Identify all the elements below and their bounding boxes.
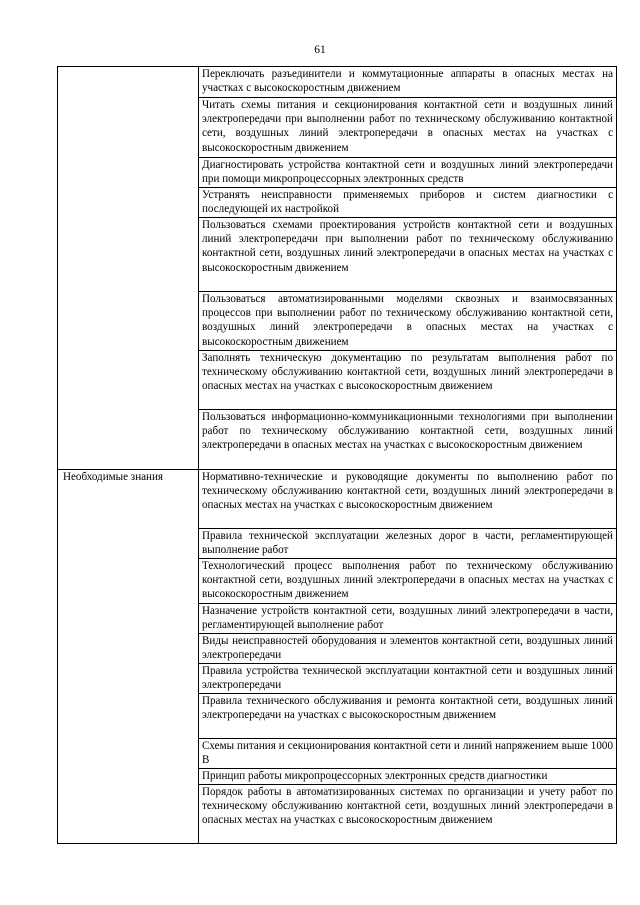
skill-item: Диагностировать устройства контактной сети и воздушных линий электропередачи при помощи микропроцессорных электронных средств	[199, 158, 617, 188]
knowledge-item: Нормативно-технические и руководящие документы по выполнению работ по техническому обслуживанию контактной сети, воздушных линий электропередачи в опасных местах на участках с высокоскоростным движением	[199, 470, 617, 529]
knowledge-item: Принцип работы микропроцессорных электронных средств диагностики	[199, 769, 617, 785]
table-row	[58, 470, 617, 529]
knowledge-item: Правила технической эксплуатации железных дорог в части, регламентирующей выполнение работ	[199, 529, 617, 559]
page-number: 61	[314, 44, 326, 56]
requirements-table	[57, 66, 617, 844]
skill-item: Переключать разъединители и коммутационные аппараты в опасных местах на участках с высокоскоростным движением	[199, 67, 617, 98]
skill-item: Пользоваться схемами проектирования устройств контактной сети и воздушных линий электропередачи при выполнении работ по техническому обслуживанию контактной сети, воздушных линий электропередачи в опасных местах на участках с высокоскоростным движением	[199, 218, 617, 292]
knowledge-item: Схемы питания и секционирования контактной сети и линий напряжением выше 1000 В	[199, 739, 617, 769]
skill-item: Читать схемы питания и секционирования контактной сети и воздушных линий электропередачи при выполнении работ по техническому обслуживанию контактной сети, воздушных линий электропередачи в опасных местах на участках с высокоскоростным движением	[199, 98, 617, 158]
skills-section-label	[58, 67, 199, 470]
knowledge-item: Технологический процесс выполнения работ по техническому обслуживанию контактной сети, воздушных линий электропередачи в опасных местах на участках с высокоскоростным движением	[199, 559, 617, 604]
skill-item: Пользоваться автоматизированными моделями сквозных и взаимосвязанных процессов при выполнении работ по техническому обслуживанию контактной сети, воздушных линий электропередачи в опасных местах на участках с высокоскоростным движением	[199, 292, 617, 351]
knowledge-item: Назначение устройств контактной сети, воздушных линий электропередачи в части, регламентирующей выполнение работ	[199, 604, 617, 634]
knowledge-item: Виды неисправностей оборудования и элементов контактной сети, воздушных линий электропередачи	[199, 634, 617, 664]
knowledge-item: Правила технического обслуживания и ремонта контактной сети, воздушных линий электропередачи на участках с высокоскоростным движением	[199, 694, 617, 739]
table-row	[58, 67, 617, 98]
skill-item: Устранять неисправности применяемых приборов и систем диагностики с последующей их настройкой	[199, 188, 617, 218]
knowledge-item: Правила устройства технической эксплуатации контактной сети и воздушных линий электропередачи	[199, 664, 617, 694]
skill-item: Пользоваться информационно-коммуникационными технологиями при выполнении работ по техническому обслуживанию контактной сети, воздушных линий электропередачи в опасных местах на участках с высокоскоростным движением	[199, 410, 617, 470]
knowledge-item: Порядок работы в автоматизированных системах по организации и учету работ по техническому обслуживанию контактной сети, воздушных линий электропередачи в опасных местах на участках с высокоскоростным движением	[199, 785, 617, 844]
knowledge-section-label: Необходимые знания	[58, 470, 199, 844]
skill-item: Заполнять техническую документацию по результатам выполнения работ по техническому обслуживанию контактной сети, воздушных линий электропередачи в опасных местах на участках с высокоскоростным движением	[199, 351, 617, 410]
